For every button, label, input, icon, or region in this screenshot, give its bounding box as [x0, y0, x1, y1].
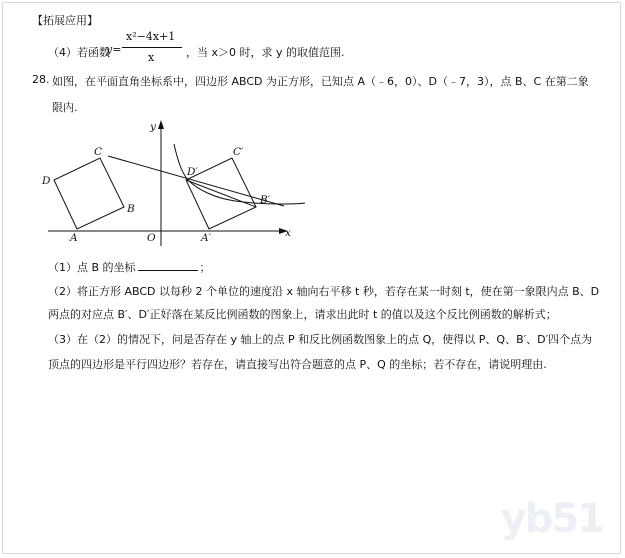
part1-suffix: ；: [199, 261, 211, 274]
label-c: C: [94, 146, 103, 158]
q4-numerator: x²−4x+1: [126, 30, 176, 43]
q28-line1: 如图，在平面直角坐标系中，四边形 ABCD 为正方形，已知点 A（﹣6，0）、D（﹣7，3），点 B、C 在第二象: [52, 75, 589, 88]
label-b: B: [127, 203, 135, 215]
section-title: 【拓展应用】: [32, 14, 98, 27]
square-abcd: [54, 158, 124, 229]
q28-line2: 限内.: [52, 101, 78, 114]
part3-line2: 顶点的四边形是平行四边形？若存在，请直接写出符合题意的点 P、Q 的坐标；若不存在，请说明理由.: [48, 358, 547, 371]
part1-prefix: （1）点 B 的坐标: [48, 261, 136, 274]
q4-denominator: x: [148, 51, 155, 64]
q4-prefix: （4）若函数: [48, 46, 110, 59]
watermark-logo: yb51: [500, 496, 603, 542]
q4-func-var: y=: [106, 43, 122, 56]
q4-suffix: ，当 x＞0 时，求 y 的取值范围.: [186, 46, 345, 59]
part2-line2: 两点的对应点 B′、D′正好落在某反比例函数的图象上，请求出此时 t 的值以及这个反比例函数的解析式；: [48, 308, 557, 321]
label-a-prime: A′: [201, 232, 211, 244]
label-origin: O: [147, 232, 156, 244]
part3-line1: （3）在（2）的情况下，问是否存在 y 轴上的点 P 和反比例函数图象上的点 Q，使得以 P、Q、B′、D′四个点为: [48, 333, 593, 346]
q28-number: 28.: [32, 73, 50, 86]
label-y-axis: y: [150, 121, 156, 133]
part1-line: [48, 259, 211, 275]
label-a: A: [70, 232, 78, 244]
label-c-prime: C′: [233, 146, 244, 158]
label-d: D: [42, 175, 51, 187]
label-x-axis: x: [285, 227, 291, 239]
y-axis-arrow: [158, 120, 164, 129]
label-d-prime: D′: [187, 166, 198, 178]
line-c-bprime: [108, 156, 284, 206]
part2-line1: （2）将正方形 ABCD 以每秒 2 个单位的速度沿 x 轴向右平移 t 秒，若存在某一时刻 t，使在第一象限内点 B、D: [48, 285, 600, 298]
label-b-prime: B′: [260, 194, 271, 206]
answer-blank[interactable]: [138, 260, 198, 271]
